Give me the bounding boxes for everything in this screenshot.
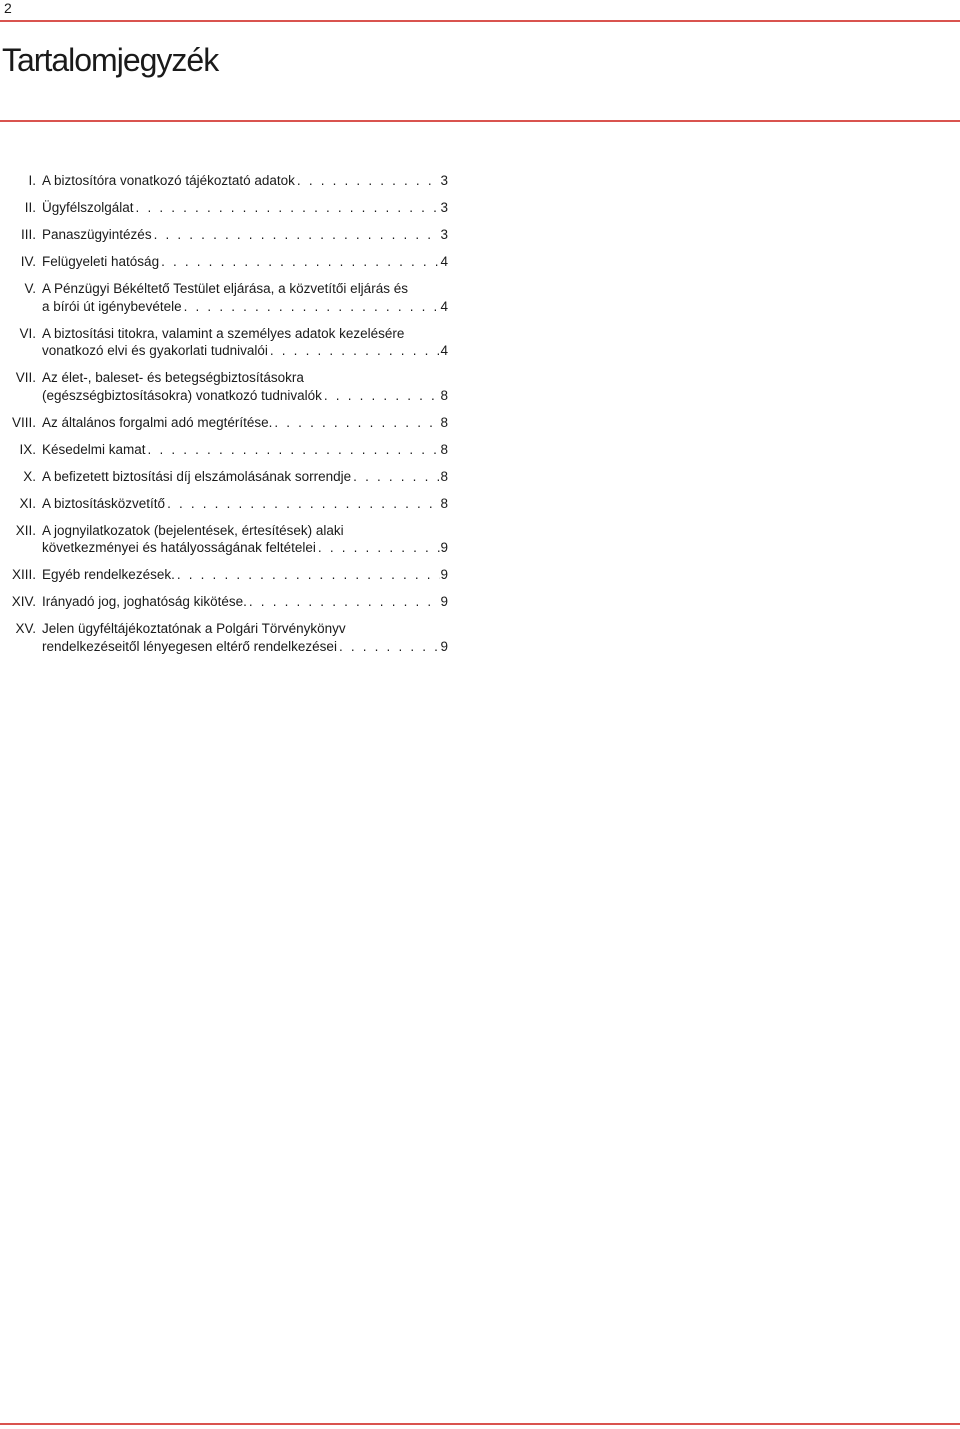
- toc-entry[interactable]: [0, 199, 448, 217]
- toc-entry-text: Panaszügyintézés: [42, 227, 152, 242]
- toc-entry[interactable]: [0, 172, 448, 190]
- toc-page-number: 8: [440, 441, 448, 457]
- toc-entry[interactable]: [0, 620, 448, 655]
- toc-entry-content: [42, 280, 448, 315]
- toc-entry-last-line: [42, 495, 448, 513]
- top-rule: [0, 20, 960, 22]
- toc-entry-text: a bírói út igénybevétele: [42, 298, 182, 314]
- dot-leader: [268, 342, 441, 360]
- toc-numeral: XI.: [19, 495, 36, 511]
- toc-entry[interactable]: [0, 253, 448, 271]
- toc-entry[interactable]: [0, 522, 448, 557]
- toc-entry-content: [42, 199, 448, 217]
- toc-entry-last-line: [42, 638, 448, 656]
- toc-numeral: IV.: [20, 254, 36, 269]
- toc-entry[interactable]: [0, 566, 448, 584]
- dot-leader: [351, 468, 440, 486]
- toc-numeral: V.: [24, 281, 36, 296]
- toc-entry[interactable]: [0, 468, 448, 486]
- toc-numeral: VII.: [15, 370, 36, 385]
- toc-entry-content: [42, 414, 448, 432]
- dot-leader: [134, 199, 441, 217]
- toc-entry-content: [42, 226, 448, 244]
- toc-page-number: 8: [440, 468, 448, 484]
- toc-entry[interactable]: [0, 593, 448, 611]
- dot-leader: [182, 298, 441, 316]
- toc-page-number: 8: [440, 495, 448, 511]
- toc-entry-last-line: [42, 414, 448, 432]
- toc-entry-last-line: [42, 468, 448, 486]
- toc-entry[interactable]: [0, 495, 448, 513]
- toc-entry-last-line: [42, 539, 448, 557]
- toc-entry-text: A biztosítóra vonatkozó tájékoztató adatok: [42, 173, 295, 188]
- toc-entry[interactable]: [0, 226, 448, 244]
- toc-entry-last-line: [42, 226, 448, 244]
- toc-entry[interactable]: [0, 414, 448, 432]
- toc-entry-text: A biztosítási titokra, valamint a személyes adatok kezelésére: [42, 325, 405, 341]
- toc-entry-last-line: [42, 593, 448, 611]
- dot-leader: [152, 226, 441, 244]
- page-title: Tartalomjegyzék: [2, 42, 219, 78]
- toc-entry-content: [42, 369, 448, 404]
- toc-entry-content: [42, 172, 448, 190]
- toc-page-number: 8: [440, 387, 448, 403]
- bottom-rule: [0, 1423, 960, 1425]
- title-rule: [0, 120, 960, 122]
- dot-leader: [316, 539, 441, 557]
- toc-page-number: 9: [440, 638, 448, 654]
- toc-numeral: I.: [28, 173, 36, 188]
- toc-entry-text: Felügyeleti hatóság: [42, 254, 160, 269]
- toc-numeral: II.: [24, 200, 36, 215]
- toc-entry-content: [42, 495, 448, 513]
- toc-entry-text: Késedelmi kamat: [42, 441, 146, 457]
- toc-entry-content: [42, 522, 448, 557]
- toc-entry[interactable]: [0, 441, 448, 459]
- toc-page-number: 4: [440, 298, 448, 314]
- toc-numeral: X.: [23, 468, 36, 484]
- toc-numeral: III.: [20, 227, 36, 242]
- toc-numeral: XII.: [15, 522, 36, 538]
- toc-page-number: 8: [440, 414, 448, 430]
- toc-entry-text: következményei és hatályosságának feltételei: [42, 540, 316, 555]
- toc-entry-last-line: [42, 387, 448, 405]
- toc-entry-text: vonatkozó elvi és gyakorlati tudnivalói: [42, 343, 268, 358]
- toc-entry-text: Jelen ügyféltájékoztatónak a Polgári Törvénykönyv: [42, 621, 346, 636]
- toc-entry-last-line: [42, 199, 448, 217]
- toc-entry-last-line: [42, 172, 448, 190]
- toc-entry-text: A jognyilatkozatok (bejelentések, értesítések) alaki: [42, 522, 344, 538]
- toc-entry[interactable]: [0, 369, 448, 404]
- dot-leader: [247, 593, 441, 611]
- toc-numeral: XIII.: [11, 567, 36, 582]
- toc-entry-text: Irányadó jog, joghatóság kikötése.: [42, 594, 247, 609]
- toc-entry-text: A Pénzügyi Békéltető Testület eljárása, a közvetítői eljárás és: [42, 281, 408, 296]
- toc-entry[interactable]: [0, 280, 448, 315]
- toc-entry-content: [42, 620, 448, 655]
- toc-numeral: XIV.: [11, 594, 36, 609]
- toc-page-number: 9: [440, 594, 448, 609]
- dot-leader: [337, 638, 441, 656]
- toc-entry-last-line: [42, 298, 448, 316]
- dot-leader: [146, 441, 441, 459]
- toc-numeral: VI.: [19, 325, 36, 341]
- toc-entry-text: Egyéb rendelkezések.: [42, 567, 175, 582]
- toc-page-number: 9: [440, 540, 448, 555]
- toc-numeral: XV.: [15, 621, 36, 636]
- toc-entry-text: rendelkezéseitől lényegesen eltérő rendelkezései: [42, 638, 337, 654]
- toc-numeral: IX.: [19, 441, 36, 457]
- toc-entry-content: [42, 325, 448, 360]
- toc-entry-content: [42, 253, 448, 271]
- toc-page-number: 3: [440, 173, 448, 188]
- toc-entry-last-line: [42, 253, 448, 271]
- toc-entry-text: (egészségbiztosításokra) vonatkozó tudnivalók: [42, 387, 322, 403]
- toc-entry-text: A befizetett biztosítási díj elszámolásának sorrendje: [42, 468, 352, 484]
- toc-page-number: 3: [440, 227, 448, 242]
- toc-entry-last-line: [42, 342, 448, 360]
- page-number: 2: [4, 0, 12, 16]
- toc-entry-content: [42, 566, 448, 584]
- dot-leader: [175, 566, 441, 584]
- dot-leader: [159, 253, 440, 271]
- toc-page-number: 4: [440, 343, 448, 358]
- toc-entry-text: Az általános forgalmi adó megtérítése.: [42, 414, 273, 430]
- table-of-contents: [0, 172, 448, 655]
- dot-leader: [165, 495, 440, 513]
- toc-entry-content: [42, 441, 448, 459]
- toc-entry-last-line: [42, 566, 448, 584]
- toc-entry-last-line: [42, 441, 448, 459]
- dot-leader: [295, 172, 441, 190]
- toc-entry-text: Ügyfélszolgálat: [42, 200, 134, 215]
- toc-entry-content: [42, 593, 448, 611]
- toc-page-number: 3: [440, 200, 448, 215]
- toc-entry-text: Az élet-, baleset- és betegségbiztosításokra: [42, 370, 304, 385]
- toc-page-number: 4: [440, 254, 448, 269]
- toc-entry[interactable]: [0, 325, 448, 360]
- dot-leader: [272, 414, 440, 432]
- dot-leader: [322, 387, 441, 405]
- toc-entry-content: [42, 468, 448, 486]
- toc-page-number: 9: [440, 567, 448, 582]
- toc-numeral: VIII.: [11, 414, 36, 430]
- toc-entry-text: A biztosításközvetítő: [42, 495, 166, 511]
